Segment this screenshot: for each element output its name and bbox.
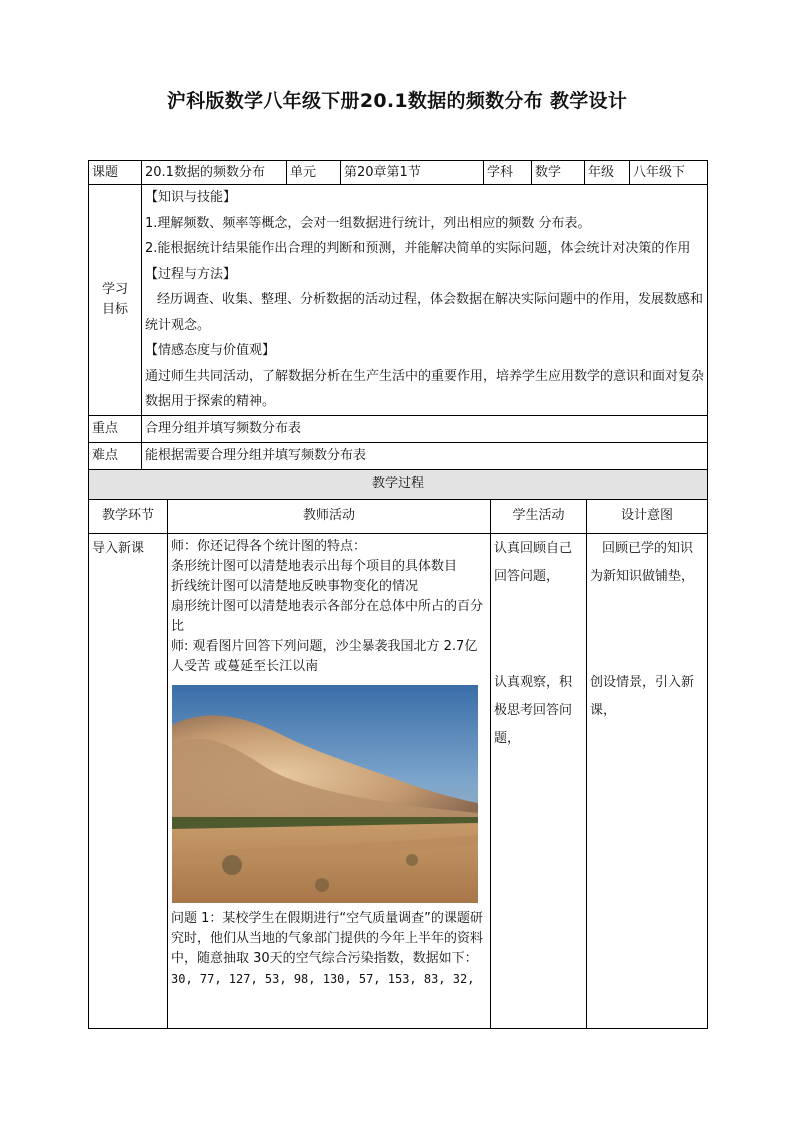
process-heading: 【过程与方法】	[145, 266, 237, 282]
knowledge-heading: 【知识与技能】	[145, 190, 237, 205]
subject-label: 学科	[484, 161, 532, 185]
emotion-text: 通过师生共同活动，了解数据分析在生产生活中的重要作用，培养学生应用数学的意识和面对复杂数据用于探索的精神。	[145, 368, 705, 409]
topic-label: 课题	[89, 161, 142, 185]
objectives-row	[89, 185, 708, 416]
subject-value: 数学	[532, 161, 585, 185]
teacher-activity-cell	[168, 533, 491, 1028]
unit-value: 第20章第1节	[341, 161, 484, 185]
unit-label: 单元	[287, 161, 341, 185]
student-activity-1: 认真回顾自己回答问题，	[494, 540, 573, 584]
question-1-text: 问题 1：某校学生在假期进行“空气质量调查”的课题研究时，他们从当地的气象部门提供的今年上半年的资料中，随意抽取 30天的空气综合污染指数，数据如下：	[171, 910, 484, 966]
key-point-row	[89, 415, 708, 442]
document-title: 沪科版数学八年级下册20.1数据的频数分布 教学设计	[166, 90, 628, 112]
knowledge-item-2: 2.能根据统计结果能作出合理的判断和预测，并能解决简单的实际问题，体会统计对决策的作用	[145, 241, 691, 256]
emotion-heading: 【情感态度与价值观】	[145, 343, 276, 358]
lesson-row-intro	[89, 533, 708, 1028]
objectives-content	[142, 185, 708, 416]
difficulty-value: 能根据需要合理分组并填写频数分布表	[142, 442, 708, 469]
column-header-row	[89, 499, 708, 533]
teacher-line-3: 折线统计图可以清楚地反映事物变化的情况	[171, 578, 419, 594]
teacher-line-5: 师: 观看图片回答下列问题，沙尘暴袭我国北方 2.7亿人受苦 或蔓延至长江以南	[171, 638, 478, 674]
info-row	[89, 161, 708, 185]
key-point-label: 重点	[89, 415, 142, 442]
stage-cell: 导入新课	[89, 533, 168, 1028]
teacher-line-4: 扇形统计图可以清楚地表示各部分在总体中所占的百分比	[171, 598, 484, 634]
sandstorm-photo	[172, 685, 478, 903]
knowledge-item-1: 1.理解频数、频率等概念，会对一组数据进行统计，列出相应的频数 分布表。	[145, 215, 591, 231]
process-section-header	[89, 469, 708, 499]
column-student: 学生活动	[491, 499, 587, 533]
column-teacher: 教师活动	[168, 499, 491, 533]
difficulty-label: 难点	[89, 442, 142, 469]
teacher-line-1: 师：你还记得各个统计图的特点：	[171, 538, 367, 554]
lesson-plan-table	[88, 160, 707, 1029]
question-1-data: 30, 77, 127, 53, 98, 130, 57, 153, 83, 32,	[171, 971, 475, 986]
design-intent-cell	[587, 533, 708, 1028]
process-text: 经历调查、收集、整理、分析数据的活动过程，体会数据在解决实际问题中的作用，发展数感和统计观念。	[145, 292, 704, 333]
grade-value: 八年级下	[630, 161, 708, 185]
column-intent: 设计意图	[587, 499, 708, 533]
column-stage: 教学环节	[89, 499, 168, 533]
topic-value: 20.1数据的频数分布	[142, 161, 287, 185]
process-section-title: 教学过程	[89, 469, 708, 499]
grade-label: 年级	[585, 161, 630, 185]
objectives-label: 学习 目标	[89, 185, 142, 416]
difficulty-row	[89, 442, 708, 469]
student-activity-cell	[491, 533, 587, 1028]
student-activity-2: 认真观察，积极思考回答问题，	[494, 674, 573, 746]
teacher-line-2: 条形统计图可以清楚地表示出每个项目的具体数目	[171, 558, 458, 574]
design-intent-2: 创设情景，引入新课，	[590, 674, 695, 718]
key-point-value: 合理分组并填写频数分布表	[142, 415, 708, 442]
design-intent-1: 回顾已学的知识为新知识做铺垫，	[590, 540, 695, 584]
